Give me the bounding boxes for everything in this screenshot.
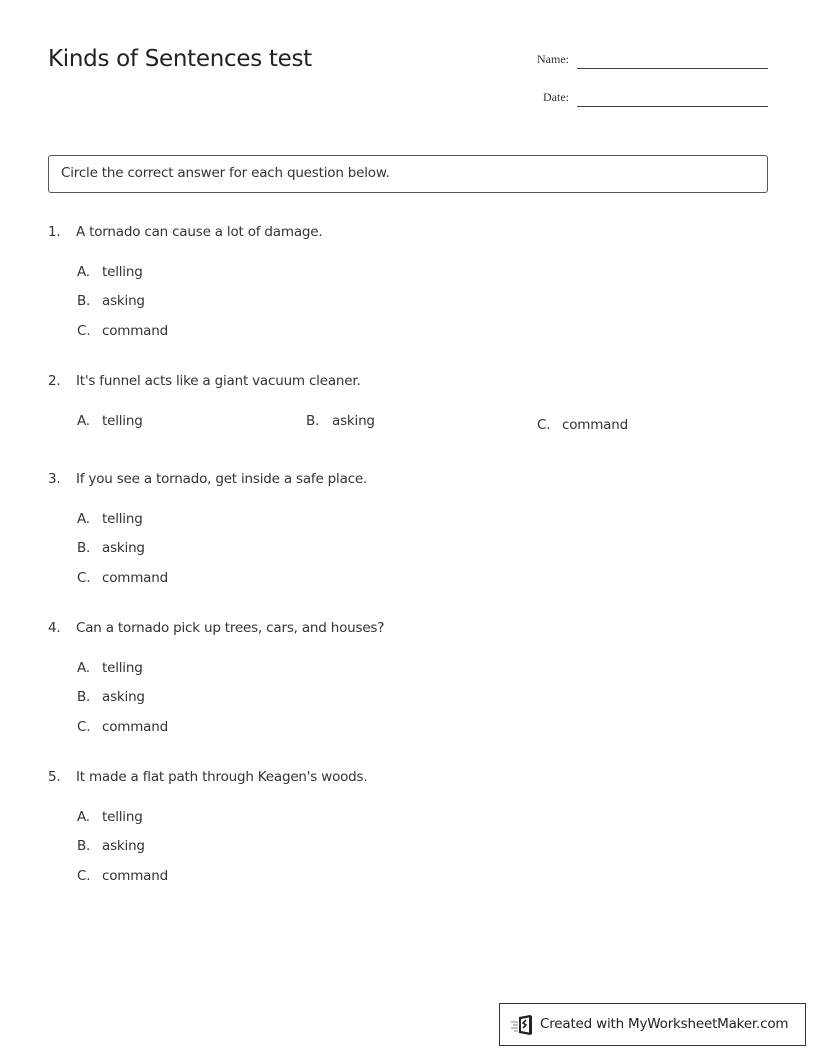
- name-field[interactable]: [577, 68, 768, 69]
- option-letter: B.: [77, 540, 91, 556]
- option-text: asking: [102, 838, 145, 854]
- question-text: A tornado can cause a lot of damage.: [76, 224, 323, 240]
- question-text: Can a tornado pick up trees, cars, and houses?: [76, 620, 385, 636]
- date-field[interactable]: [577, 106, 768, 107]
- option-letter: A.: [77, 511, 90, 527]
- question-number: 5.: [48, 769, 61, 785]
- option-letter: A.: [77, 660, 90, 676]
- option-text: telling: [102, 660, 143, 676]
- option-text: telling: [102, 511, 143, 527]
- page-title: Kinds of Sentences test: [48, 46, 312, 72]
- worksheet-logo-icon: [510, 1014, 534, 1036]
- option-letter: A.: [77, 264, 90, 280]
- footer-text: Created with MyWorksheetMaker.com: [540, 1016, 789, 1032]
- option-text: telling: [102, 413, 143, 429]
- instructions-box: [48, 155, 768, 193]
- option-text: asking: [102, 689, 145, 705]
- option-letter: B.: [77, 838, 91, 854]
- option-letter: C.: [77, 570, 91, 586]
- option-letter: C.: [537, 417, 551, 433]
- question-number: 3.: [48, 471, 61, 487]
- option-text: command: [102, 323, 168, 339]
- instructions-text: Circle the correct answer for each question below.: [61, 165, 390, 181]
- question-number: 4.: [48, 620, 61, 636]
- option-text: asking: [332, 413, 375, 429]
- option-text: command: [102, 570, 168, 586]
- option-letter: A.: [77, 809, 90, 825]
- question-text: If you see a tornado, get inside a safe place.: [76, 471, 368, 487]
- question-text: It made a flat path through Keagen's woods.: [76, 769, 368, 785]
- option-letter: A.: [77, 413, 90, 429]
- option-text: asking: [102, 540, 145, 556]
- option-text: command: [102, 719, 168, 735]
- name-label: Name:: [537, 52, 569, 66]
- question-number: 2.: [48, 373, 61, 389]
- option-letter: B.: [77, 689, 91, 705]
- footer-badge[interactable]: [499, 1003, 806, 1046]
- option-text: asking: [102, 293, 145, 309]
- option-text: telling: [102, 264, 143, 280]
- option-text: command: [102, 868, 168, 884]
- option-text: command: [562, 417, 628, 433]
- option-letter: B.: [77, 293, 91, 309]
- date-label: Date:: [543, 90, 569, 104]
- option-letter: C.: [77, 868, 91, 884]
- option-text: telling: [102, 809, 143, 825]
- option-letter: C.: [77, 323, 91, 339]
- option-letter: B.: [306, 413, 320, 429]
- question-number: 1.: [48, 224, 61, 240]
- question-text: It's funnel acts like a giant vacuum cleaner.: [76, 373, 361, 389]
- option-letter: C.: [77, 719, 91, 735]
